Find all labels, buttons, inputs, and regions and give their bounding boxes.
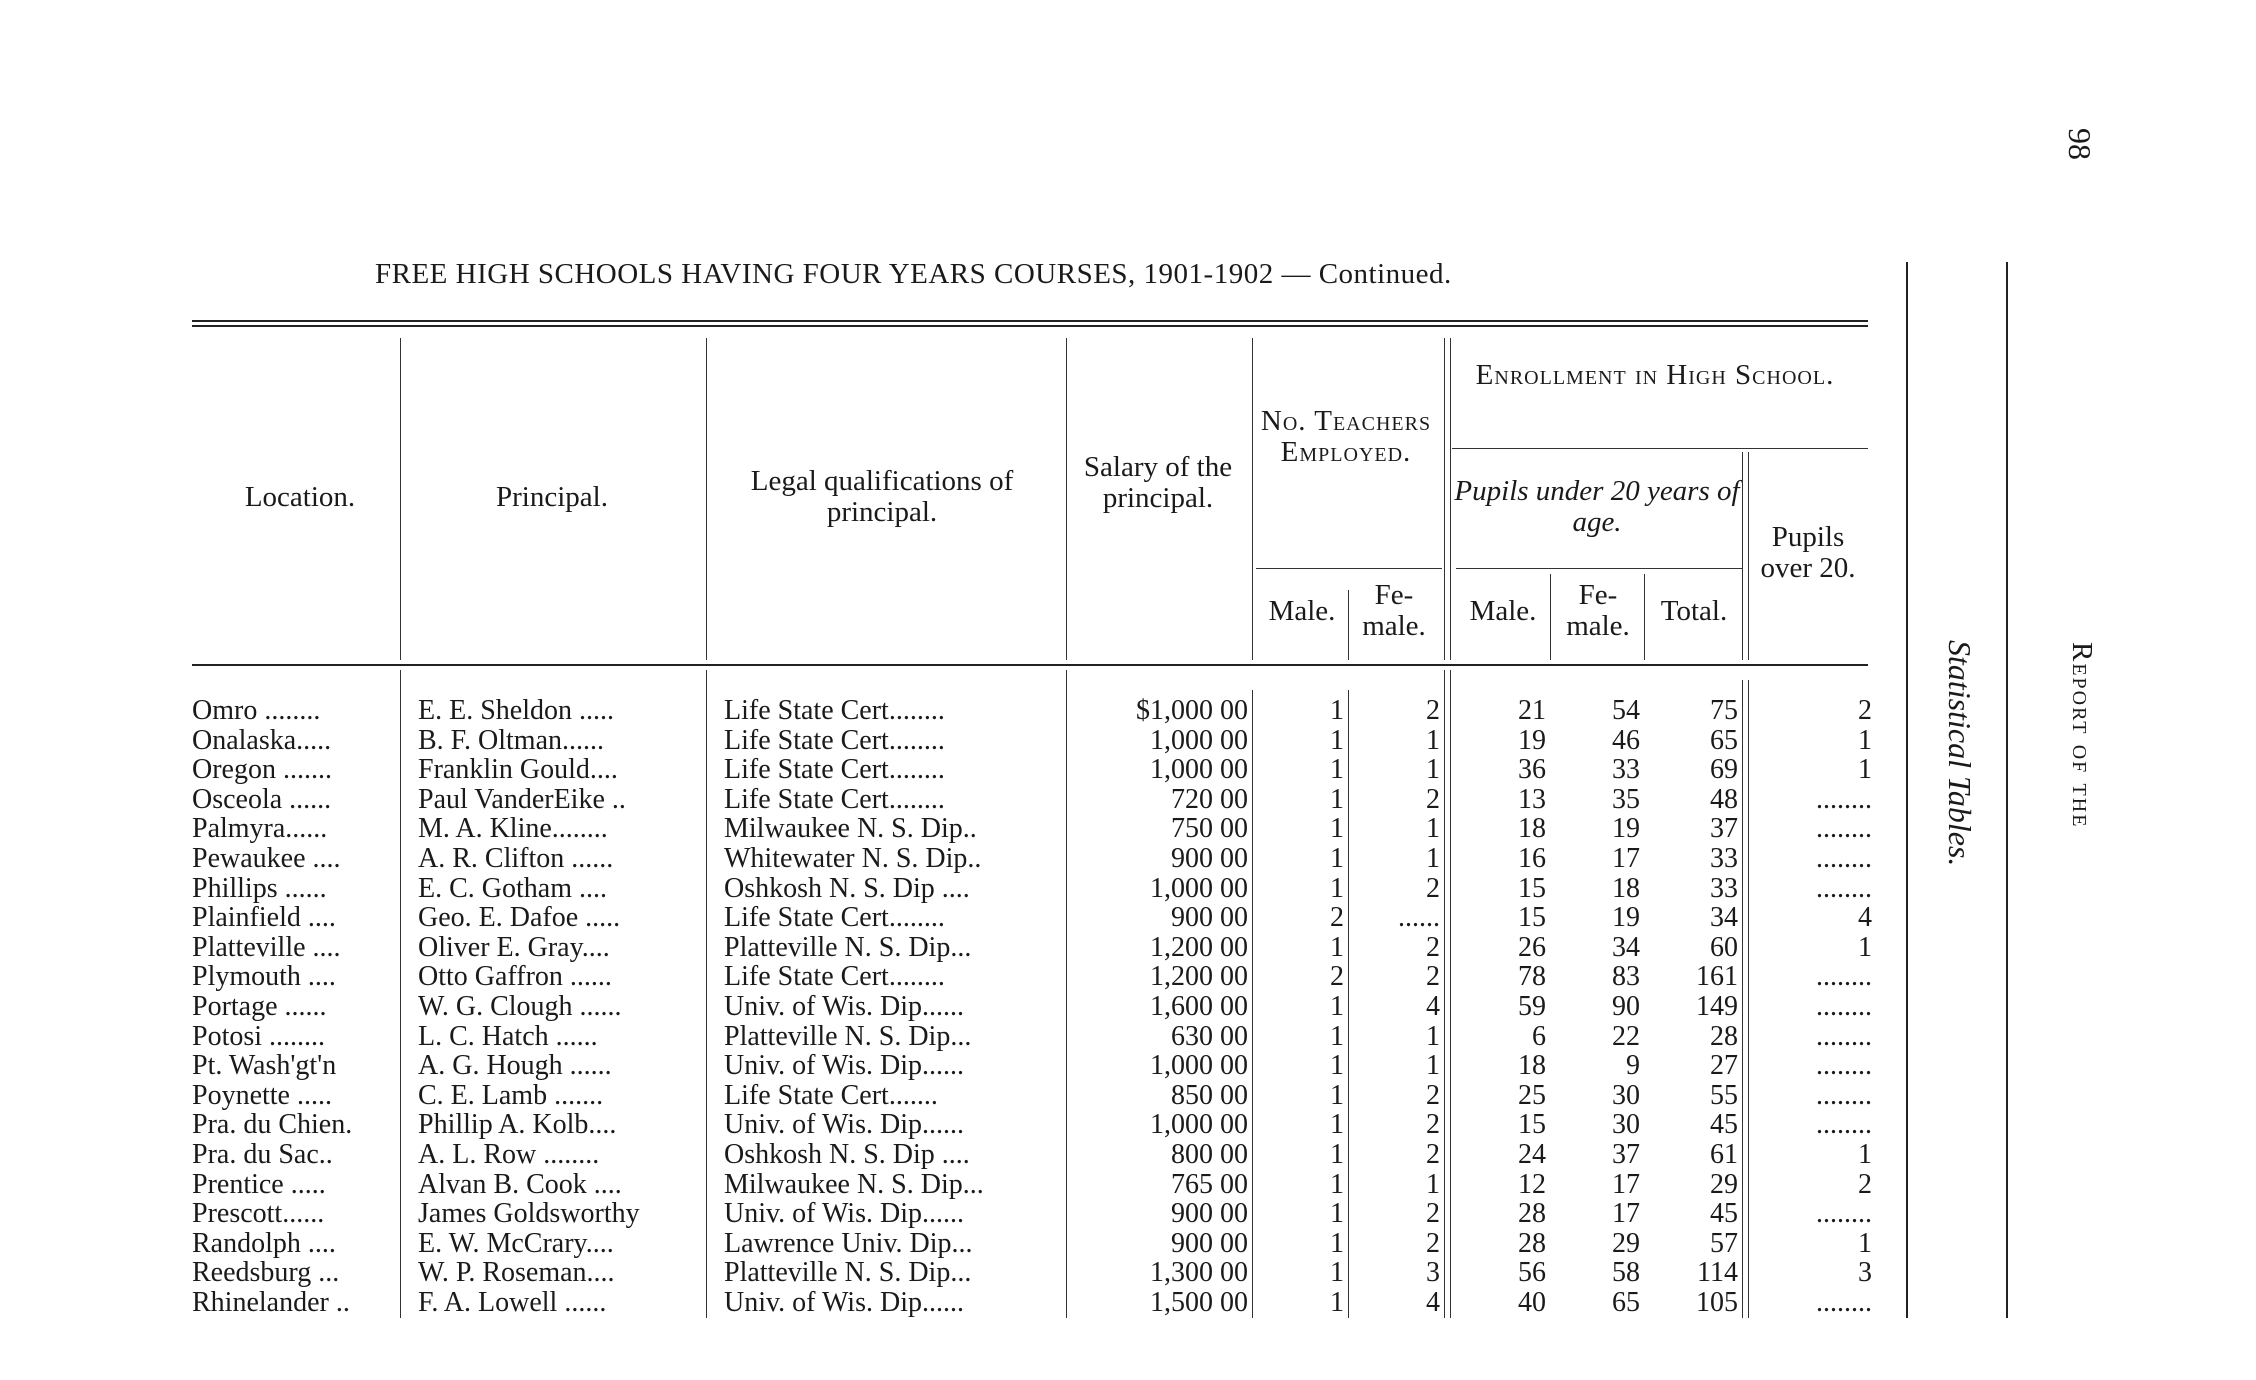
cell-salary: 1,200 00	[1150, 961, 1248, 993]
cell-p-female: 54	[1612, 695, 1640, 726]
cell-p-total: 29	[1710, 1168, 1738, 1200]
cell-salary: 750 00	[1171, 813, 1248, 845]
cell-qual: Life State Cert........	[724, 724, 945, 756]
cell-over20: 3	[1858, 1257, 1872, 1289]
cell-over20: 1	[1858, 1227, 1872, 1259]
cell-t-male: 1	[1330, 1079, 1344, 1111]
cell-qual: Platteville N. S. Dip...	[724, 1020, 972, 1052]
cell-location: Omro ........	[192, 695, 321, 726]
cell-t-female: 2	[1426, 1109, 1440, 1141]
cell-p-total: 33	[1710, 872, 1738, 904]
cell-location: Plymouth ....	[192, 961, 336, 993]
cell-t-male: 2	[1330, 961, 1344, 993]
cell-p-female: 58	[1612, 1257, 1640, 1289]
cell-p-male: 59	[1518, 991, 1546, 1022]
cell-qual: Platteville N. S. Dip...	[724, 1257, 972, 1289]
cell-p-total: 69	[1710, 754, 1738, 786]
cell-p-male: 78	[1518, 961, 1546, 993]
cell-p-total: 149	[1696, 991, 1738, 1022]
cell-p-male: 21	[1518, 695, 1546, 726]
body-divider	[1348, 690, 1349, 1318]
cell-p-female: 35	[1612, 783, 1640, 815]
cell-salary: 630 00	[1171, 1020, 1248, 1052]
margin-rule	[1906, 262, 1908, 1318]
cell-p-female: 29	[1612, 1227, 1640, 1259]
cell-t-male: 1	[1330, 813, 1344, 845]
header-subrule	[1452, 448, 1868, 449]
cell-t-male: 1	[1330, 695, 1344, 726]
cell-p-male: 16	[1518, 843, 1546, 874]
cell-t-male: 1	[1330, 931, 1344, 963]
header-salary: Salary of the principal.	[1083, 451, 1233, 515]
cell-p-male: 28	[1518, 1227, 1546, 1259]
cell-over20: ........	[1816, 1109, 1872, 1141]
cell-t-male: 1	[1330, 783, 1344, 815]
cell-t-male: 1	[1330, 1109, 1344, 1141]
cell-t-female: 2	[1426, 961, 1440, 993]
cell-t-female: 2	[1426, 783, 1440, 815]
header-divider	[1748, 452, 1749, 660]
cell-p-total: 28	[1710, 1020, 1738, 1052]
header-enroll-male: Male.	[1469, 595, 1537, 627]
cell-p-total: 48	[1710, 783, 1738, 815]
cell-t-male: 1	[1330, 1020, 1344, 1052]
cell-t-male: 1	[1330, 991, 1344, 1022]
cell-salary: 900 00	[1171, 843, 1248, 874]
cell-p-total: 45	[1710, 1198, 1738, 1230]
cell-p-total: 105	[1696, 1287, 1738, 1318]
cell-over20: ........	[1816, 783, 1872, 815]
cell-over20: 2	[1858, 1168, 1872, 1200]
cell-over20: ........	[1816, 1079, 1872, 1111]
cell-qual: Life State Cert........	[724, 754, 945, 786]
header-under20-group: Pupils under 20 years of age.	[1454, 475, 1740, 539]
cell-p-male: 28	[1518, 1198, 1546, 1230]
cell-over20: ........	[1816, 991, 1872, 1022]
cell-qual: Lawrence Univ. Dip...	[724, 1227, 973, 1259]
cell-principal: E. E. Sheldon .....	[418, 695, 614, 726]
body-divider	[1444, 670, 1445, 1318]
cell-salary: 1,000 00	[1150, 754, 1248, 786]
cell-t-female: 1	[1426, 1020, 1440, 1052]
cell-salary: 800 00	[1171, 1139, 1248, 1170]
header-divider	[400, 338, 401, 660]
cell-p-female: 17	[1612, 843, 1640, 874]
cell-salary: 900 00	[1171, 1198, 1248, 1230]
cell-salary: 1,300 00	[1150, 1257, 1248, 1289]
cell-qual: Whitewater N. S. Dip..	[724, 843, 982, 874]
cell-qual: Life State Cert........	[724, 961, 945, 993]
cell-principal: E. W. McCrary....	[418, 1227, 614, 1259]
cell-location: Phillips ......	[192, 872, 327, 904]
cell-p-female: 37	[1612, 1139, 1640, 1170]
top-double-rule	[192, 320, 1868, 327]
cell-p-total: 37	[1710, 813, 1738, 845]
cell-salary: 765 00	[1171, 1168, 1248, 1200]
header-divider	[1742, 452, 1743, 660]
cell-t-male: 1	[1330, 872, 1344, 904]
cell-t-female: 4	[1426, 991, 1440, 1022]
cell-p-total: 60	[1710, 931, 1738, 963]
cell-location: Poynette .....	[192, 1079, 332, 1111]
cell-t-female: 2	[1426, 1198, 1440, 1230]
cell-p-male: 12	[1518, 1168, 1546, 1200]
cell-salary: $1,000 00	[1136, 695, 1248, 726]
cell-over20: ........	[1816, 872, 1872, 904]
cell-t-female: 1	[1426, 813, 1440, 845]
cell-over20: ........	[1816, 961, 1872, 993]
cell-p-female: 65	[1612, 1287, 1640, 1318]
cell-principal: Alvan B. Cook ....	[418, 1168, 622, 1200]
cell-location: Osceola ......	[192, 783, 332, 815]
header-divider	[1252, 338, 1253, 660]
cell-over20: 1	[1858, 1139, 1872, 1170]
cell-qual: Univ. of Wis. Dip......	[724, 1109, 964, 1141]
cell-over20: 1	[1858, 754, 1872, 786]
cell-p-female: 90	[1612, 991, 1640, 1022]
cell-p-total: 114	[1697, 1257, 1738, 1289]
cell-principal: M. A. Kline........	[418, 813, 608, 845]
cell-p-male: 18	[1518, 813, 1546, 845]
cell-t-male: 1	[1330, 1287, 1344, 1318]
cell-t-female: 1	[1426, 754, 1440, 786]
cell-qual: Life State Cert........	[724, 783, 945, 815]
cell-p-female: 33	[1612, 754, 1640, 786]
cell-salary: 1,000 00	[1150, 1109, 1248, 1141]
cell-p-female: 30	[1612, 1079, 1640, 1111]
cell-salary: 900 00	[1171, 902, 1248, 934]
cell-p-male: 18	[1518, 1050, 1546, 1082]
cell-salary: 1,000 00	[1150, 1050, 1248, 1082]
cell-t-female: 2	[1426, 1079, 1440, 1111]
cell-location: Pewaukee ....	[192, 843, 341, 874]
cell-salary: 1,000 00	[1150, 724, 1248, 756]
cell-p-male: 15	[1518, 902, 1546, 934]
cell-p-total: 45	[1710, 1109, 1738, 1141]
cell-p-total: 55	[1710, 1079, 1738, 1111]
header-qualifications: Legal qualifications of principal.	[750, 465, 1014, 529]
cell-p-male: 26	[1518, 931, 1546, 963]
cell-t-male: 1	[1330, 1139, 1344, 1170]
cell-location: Rhinelander ..	[192, 1287, 350, 1318]
header-enroll-female: Fe-male.	[1566, 579, 1630, 643]
cell-principal: Geo. E. Dafoe .....	[418, 902, 621, 934]
header-teachers-group: No. Teachers Employed.	[1260, 405, 1432, 469]
cell-location: Pra. du Sac..	[192, 1139, 333, 1170]
cell-p-total: 34	[1710, 902, 1738, 934]
cell-t-male: 1	[1330, 754, 1344, 786]
cell-qual: Univ. of Wis. Dip......	[724, 1287, 964, 1318]
margin-rule	[2006, 262, 2008, 1318]
cell-salary: 1,000 00	[1150, 872, 1248, 904]
cell-principal: Oliver E. Gray....	[418, 931, 610, 963]
cell-t-male: 1	[1330, 1168, 1344, 1200]
cell-location: Potosi ........	[192, 1020, 326, 1052]
cell-t-female: 2	[1426, 1139, 1440, 1170]
cell-p-female: 46	[1612, 724, 1640, 756]
cell-salary: 850 00	[1171, 1079, 1248, 1111]
cell-p-male: 24	[1518, 1139, 1546, 1170]
cell-p-male: 6	[1532, 1020, 1546, 1052]
cell-principal: Otto Gaffron ......	[418, 961, 612, 993]
side-section-label: Statistical Tables.	[1942, 640, 1978, 867]
cell-p-male: 19	[1518, 724, 1546, 756]
cell-p-female: 22	[1612, 1020, 1640, 1052]
cell-p-male: 13	[1518, 783, 1546, 815]
cell-p-female: 34	[1612, 931, 1640, 963]
cell-qual: Oshkosh N. S. Dip ....	[724, 1139, 970, 1170]
cell-p-female: 30	[1612, 1109, 1640, 1141]
cell-p-total: 33	[1710, 843, 1738, 874]
cell-t-male: 2	[1330, 902, 1344, 934]
cell-location: Prentice .....	[192, 1168, 326, 1200]
cell-location: Platteville ....	[192, 931, 341, 963]
cell-principal: W. P. Roseman....	[418, 1257, 615, 1289]
cell-qual: Platteville N. S. Dip...	[724, 931, 972, 963]
cell-qual: Milwaukee N. S. Dip..	[724, 813, 977, 845]
cell-salary: 1,200 00	[1150, 931, 1248, 963]
header-subrule	[1456, 568, 1742, 569]
header-divider	[1444, 338, 1445, 660]
cell-t-male: 1	[1330, 1257, 1344, 1289]
cell-over20: 1	[1858, 724, 1872, 756]
cell-principal: James Goldsworthy	[418, 1198, 640, 1230]
page-number: 98	[2062, 128, 2098, 160]
cell-over20: ........	[1816, 1020, 1872, 1052]
cell-p-total: 161	[1696, 961, 1738, 993]
cell-over20: 4	[1858, 902, 1872, 934]
cell-qual: Milwaukee N. S. Dip...	[724, 1168, 984, 1200]
cell-t-female: 1	[1426, 1168, 1440, 1200]
cell-t-female: 1	[1426, 724, 1440, 756]
cell-t-female: 1	[1426, 843, 1440, 874]
cell-location: Pra. du Chien.	[192, 1109, 353, 1141]
cell-principal: L. C. Hatch ......	[418, 1020, 598, 1052]
cell-p-male: 56	[1518, 1257, 1546, 1289]
cell-p-male: 15	[1518, 872, 1546, 904]
header-divider	[706, 338, 707, 660]
cell-qual: Life State Cert.......	[724, 1079, 938, 1111]
header-enroll-total: Total.	[1660, 595, 1728, 627]
header-subrule	[1256, 568, 1442, 569]
cell-salary: 1,600 00	[1150, 991, 1248, 1022]
cell-t-male: 1	[1330, 1198, 1344, 1230]
header-divider	[1348, 590, 1349, 660]
side-report-label: Report of the	[2066, 642, 2098, 829]
cell-t-male: 1	[1330, 1050, 1344, 1082]
body-divider	[1748, 680, 1749, 1318]
cell-over20: ........	[1816, 843, 1872, 874]
body-divider	[1252, 690, 1253, 1318]
cell-over20: 2	[1858, 695, 1872, 726]
cell-p-female: 19	[1612, 902, 1640, 934]
cell-t-female: ......	[1398, 902, 1440, 934]
header-divider	[1066, 338, 1067, 660]
cell-location: Pt. Wash'gt'n	[192, 1050, 337, 1082]
cell-p-female: 18	[1612, 872, 1640, 904]
cell-qual: Life State Cert........	[724, 902, 945, 934]
cell-principal: C. E. Lamb .......	[418, 1079, 604, 1111]
cell-location: Randolph ....	[192, 1227, 336, 1259]
cell-over20: ........	[1816, 1050, 1872, 1082]
cell-location: Reedsburg ...	[192, 1257, 340, 1289]
cell-t-male: 1	[1330, 843, 1344, 874]
cell-principal: E. C. Gotham ....	[418, 872, 607, 904]
cell-location: Plainfield ....	[192, 902, 336, 934]
header-teachers-female: Fe-male.	[1362, 579, 1426, 643]
cell-principal: Paul VanderEike ..	[418, 783, 626, 815]
cell-t-female: 2	[1426, 931, 1440, 963]
cell-qual: Univ. of Wis. Dip......	[724, 991, 964, 1022]
cell-t-female: 2	[1426, 1227, 1440, 1259]
cell-p-female: 83	[1612, 961, 1640, 993]
header-divider	[1644, 574, 1645, 660]
cell-p-total: 65	[1710, 724, 1738, 756]
cell-location: Onalaska.....	[192, 724, 332, 756]
body-divider	[706, 670, 707, 1318]
header-bottom-rule	[192, 664, 1868, 666]
cell-t-male: 1	[1330, 724, 1344, 756]
cell-salary: 1,500 00	[1150, 1287, 1248, 1318]
cell-t-female: 4	[1426, 1287, 1440, 1318]
header-divider	[1450, 338, 1451, 660]
cell-principal: W. G. Clough ......	[418, 991, 622, 1022]
cell-p-male: 25	[1518, 1079, 1546, 1111]
cell-p-total: 61	[1710, 1139, 1738, 1170]
cell-over20: ........	[1816, 1287, 1872, 1318]
cell-salary: 720 00	[1171, 783, 1248, 815]
cell-p-female: 19	[1612, 813, 1640, 845]
cell-p-female: 17	[1612, 1198, 1640, 1230]
header-over20: Pupils over 20.	[1760, 521, 1856, 585]
cell-over20: 1	[1858, 931, 1872, 963]
cell-p-total: 27	[1710, 1050, 1738, 1082]
body-divider	[1450, 670, 1451, 1318]
cell-p-male: 40	[1518, 1287, 1546, 1318]
cell-qual: Univ. of Wis. Dip......	[724, 1050, 964, 1082]
body-divider	[400, 670, 401, 1318]
body-divider	[1742, 680, 1743, 1318]
header-principal: Principal.	[496, 481, 608, 513]
cell-principal: F. A. Lowell ......	[418, 1287, 607, 1318]
page-title: FREE HIGH SCHOOLS HAVING FOUR YEARS COURSES, 1901-1902 — Continued.	[375, 258, 1452, 290]
cell-p-female: 9	[1626, 1050, 1640, 1082]
cell-over20: ........	[1816, 1198, 1872, 1230]
cell-location: Palmyra......	[192, 813, 328, 845]
header-enrollment-group: Enrollment in High School.	[1475, 359, 1835, 391]
header-location: Location.	[244, 481, 356, 513]
cell-principal: Franklin Gould....	[418, 754, 618, 786]
cell-principal: B. F. Oltman......	[418, 724, 604, 756]
cell-p-total: 57	[1710, 1227, 1738, 1259]
cell-t-female: 2	[1426, 872, 1440, 904]
cell-p-female: 17	[1612, 1168, 1640, 1200]
cell-location: Prescott......	[192, 1198, 325, 1230]
cell-qual: Univ. of Wis. Dip......	[724, 1198, 964, 1230]
cell-p-male: 15	[1518, 1109, 1546, 1141]
cell-principal: A. L. Row ........	[418, 1139, 600, 1170]
cell-t-female: 2	[1426, 695, 1440, 726]
cell-qual: Life State Cert........	[724, 695, 945, 726]
cell-t-female: 1	[1426, 1050, 1440, 1082]
cell-principal: Phillip A. Kolb....	[418, 1109, 617, 1141]
cell-salary: 900 00	[1171, 1227, 1248, 1259]
cell-principal: A. R. Clifton ......	[418, 843, 614, 874]
cell-t-male: 1	[1330, 1227, 1344, 1259]
cell-location: Portage ......	[192, 991, 327, 1022]
header-divider	[1550, 574, 1551, 660]
cell-principal: A. G. Hough ......	[418, 1050, 612, 1082]
cell-t-female: 3	[1426, 1257, 1440, 1289]
cell-p-male: 36	[1518, 754, 1546, 786]
body-divider	[1066, 670, 1067, 1318]
cell-over20: ........	[1816, 813, 1872, 845]
cell-qual: Oshkosh N. S. Dip ....	[724, 872, 970, 904]
header-teachers-male: Male.	[1268, 595, 1336, 627]
cell-location: Oregon .......	[192, 754, 332, 786]
cell-p-total: 75	[1710, 695, 1738, 726]
